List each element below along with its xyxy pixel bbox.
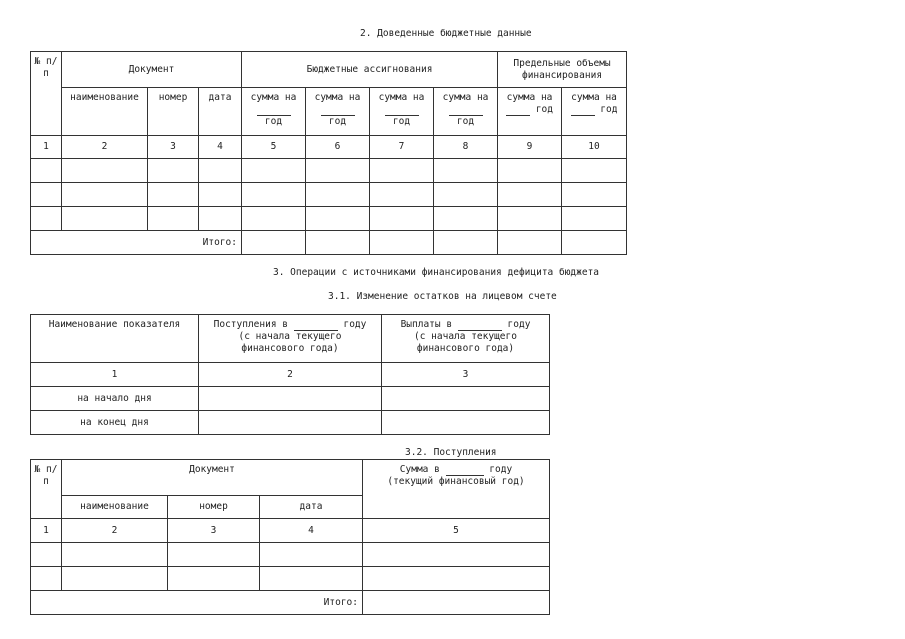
col-header-date: дата <box>199 88 242 136</box>
col-number: 7 <box>370 136 434 159</box>
sum-note: (текущий финансовый год) <box>387 476 525 487</box>
col-header-budget-allocations: Бюджетные ассигнования <box>242 52 498 88</box>
table-row <box>31 543 550 567</box>
col-header-sum-year-1 <box>242 88 306 136</box>
col-number: 1 <box>31 363 199 387</box>
col-header-name: наименование <box>62 88 148 136</box>
table-row <box>31 183 627 207</box>
table-row <box>31 159 627 183</box>
receipts-table <box>30 459 550 615</box>
sum-label: Сумма в <box>399 464 440 475</box>
table-row <box>31 411 550 435</box>
total-label: Итого: <box>31 591 363 615</box>
sum-label: сумма на <box>506 92 553 103</box>
total-label: Итого: <box>31 231 242 255</box>
sum-label: сумма на <box>571 92 617 103</box>
col-header-document: Документ <box>62 52 242 88</box>
payments-label: Выплаты в <box>400 319 453 330</box>
row-label-end-of-day: на конец дня <box>31 411 199 435</box>
year-label: год <box>600 104 618 115</box>
col-header-sum-year-3 <box>370 88 434 136</box>
col-number: 5 <box>363 519 550 543</box>
table-row <box>31 567 550 591</box>
col-header-doc-number: номер <box>168 496 260 519</box>
col-header-limit-year-2 <box>562 88 627 136</box>
year-word: году <box>507 319 531 330</box>
col-header-date: дата <box>260 496 363 519</box>
sum-label: сумма на <box>378 92 425 103</box>
col-number: 4 <box>199 136 242 159</box>
section-2-title: 2. Доведенные бюджетные данные <box>360 28 532 39</box>
sum-label: сумма на <box>314 92 361 103</box>
year-label: год <box>264 116 283 127</box>
col-header-document: Документ <box>62 460 363 496</box>
col-number: 2 <box>199 363 382 387</box>
year-label: год <box>392 116 411 127</box>
col-header-indicator: Наименование показателя <box>31 315 199 363</box>
col-number: 9 <box>498 136 562 159</box>
total-row <box>31 231 627 255</box>
col-header-sum-year-4 <box>434 88 498 136</box>
year-word: году <box>343 319 367 330</box>
section-3-title: 3. Операции с источниками финансирования дефицита бюджета <box>273 267 600 278</box>
year-label: год <box>456 116 475 127</box>
col-number: 1 <box>31 136 62 159</box>
since-note: (с начала текущего финансового года) <box>414 331 517 354</box>
section-3-1-title: 3.1. Изменение остатков на лицевом счете <box>328 291 557 302</box>
col-number: 1 <box>31 519 62 543</box>
sum-label: сумма на <box>442 92 489 103</box>
col-number: 3 <box>382 363 550 387</box>
since-note: (с начала текущего финансового года) <box>238 331 342 354</box>
col-header-number: № п/п <box>31 52 62 136</box>
col-number: 6 <box>306 136 370 159</box>
budget-data-table <box>30 51 627 255</box>
col-header-payments <box>382 315 550 363</box>
col-header-sum-year-2 <box>306 88 370 136</box>
col-number: 5 <box>242 136 306 159</box>
col-number: 8 <box>434 136 498 159</box>
section-3-2-title: 3.2. Поступления <box>405 447 497 458</box>
row-label-start-of-day: на начало дня <box>31 387 199 411</box>
col-number: 2 <box>62 136 148 159</box>
col-header-limit-year-1 <box>498 88 562 136</box>
col-number: 3 <box>148 136 199 159</box>
col-number: 10 <box>562 136 627 159</box>
year-word: году <box>489 464 513 475</box>
account-balance-table <box>30 314 550 435</box>
col-header-name: наименование <box>62 496 168 519</box>
col-header-doc-number: номер <box>148 88 199 136</box>
col-header-receipts <box>199 315 382 363</box>
col-header-financing-limits: Предельные объемы финансирования <box>498 52 627 88</box>
col-number: 4 <box>260 519 363 543</box>
receipts-label: Поступления в <box>213 319 288 330</box>
sum-label: сумма на <box>250 92 297 103</box>
total-row <box>31 591 550 615</box>
col-number: 2 <box>62 519 168 543</box>
col-number: 3 <box>168 519 260 543</box>
table-row <box>31 387 550 411</box>
col-header-sum <box>363 460 550 519</box>
col-header-number: № п/п <box>31 460 62 519</box>
year-label: год <box>328 116 347 127</box>
table-row <box>31 207 627 231</box>
year-label: год <box>535 104 553 115</box>
